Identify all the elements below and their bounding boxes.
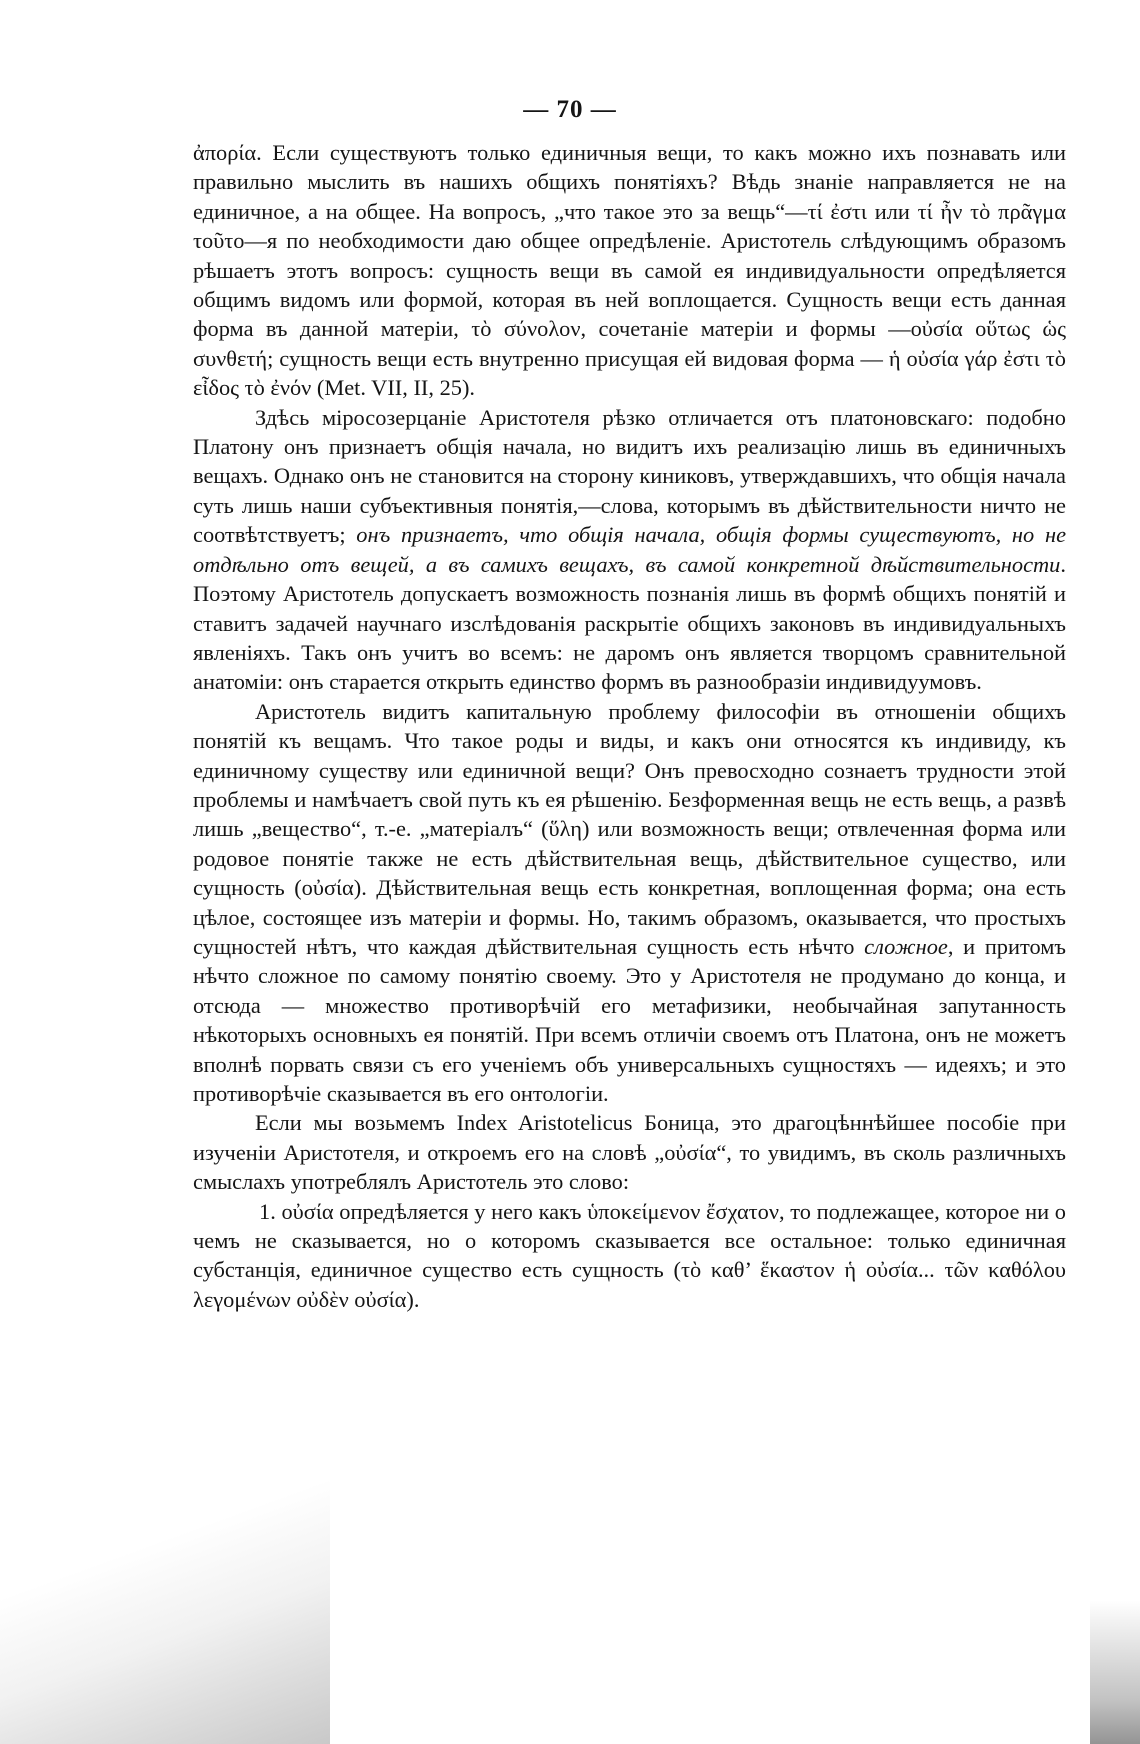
scan-shadow [0,1455,330,1744]
italic-emphasis: онъ признаетъ, что общія начала, общія формы существуютъ, но не отдѣльно отъ вещей, а въ самихъ вещахъ, въ самой конкретной дѣйствительности [193,522,1067,577]
paragraph-2: Здѣсь міросозерцаніе Аристотеля рѣзко отличается отъ платоновскаго: подобно Платону онъ признаетъ общія начала, но видитъ ихъ реализацію лишь въ единичныхъ вещахъ. Однако онъ не становится на сторону киниковъ, утверждавшихъ, что общія начала суть лишь наши субъективныя понятія,—слова, которымъ въ дѣйствительности ничто не соотвѣтствуетъ; онъ признаетъ, что общія начала, общія формы существуютъ, но не отдѣльно отъ вещей, а въ самихъ вещахъ, въ самой конкретной дѣйствительности. Поэтому Аристотель допускаетъ возможность познанія лишь въ формѣ общихъ понятій и ставитъ задачей научнаго изслѣдованія раскрытіе общихъ законовъ въ индивидуальныхъ явленіяхъ. Такъ онъ учитъ во всемъ: не даромъ онъ является творцомъ сравнительной анатоміи: онъ старается открыть единство формъ въ разнообразіи индивидуумовъ. [193,404,1067,695]
book-text [193,138,1066,1314]
paragraph-3: Аристотель видитъ капитальную проблему философіи въ отношеніи общихъ понятій къ вещамъ. Что такое роды и виды, и какъ они относятся къ индивиду, къ единичному существу или единичной вещи? Онъ превосходно сознаетъ трудности этой проблемы и намѣчаетъ свой путь къ ея рѣшенію. Безформенная вещь не есть вещь, а развѣ лишь „вещество“, т.-е. „матеріалъ“ (ὕλη) или возможность вещи; отвлеченная форма или родовое понятіе также не есть дѣйствительная вещь, дѣйствительное существо, или сущность (οὐσία). Дѣйствительная вещь есть конкретная, воплощенная форма; она есть цѣлое, состоящее изъ матеріи и формы. Но, такимъ образомъ, оказывается, что простыхъ сущностей нѣтъ, что каждая дѣйствительная сущность есть нѣчто сложное, и притомъ нѣчто сложное по самому понятію своему. Это у Аристотеля не продумано до конца, и отсюда — множество противорѣчій его метафизики, необычайная запутанность нѣкоторыхъ основныхъ ея понятій. При всемъ отличіи своемъ отъ Платона, онъ не можетъ вполнѣ порвать связи съ его ученіемъ объ универсальныхъ сущностяхъ — идеяхъ; и это противорѣчіе сказывается въ его онтологіи. [193,698,1066,1106]
italic-emphasis: сложное [864,933,948,959]
paragraph-1: ἀπορία. Если существуютъ только единичныя вещи, то какъ можно ихъ познавать или правильно мыслить въ нашихъ общихъ понятіяхъ? Вѣдь знаніе направляется не на единичное, а на общее. На вопросъ, „что такое это за вещь“—τί ἐστι или τί ἦν τὸ πρᾶγμα τοῦτο—я по необходимости даю общее опредѣленіе. Аристотель слѣдующимъ образомъ рѣшаетъ этотъ вопросъ: сущность вещи въ самой ея индивидуальности опредѣляется общимъ видомъ или формой, которая въ ней воплощается. Сущность вещи есть данная форма въ данной матеріи, τὸ σύνολον, сочетаніе матеріи и формы —οὐσία οὕτως ὡς συνθετή; сущность вещи есть внутренно присущая ей видовая форма — ἡ οὐσία γάρ ἐστι τὸ εἶδος τὸ ἐνόν (Met. VII, II, 25). [193,140,1066,401]
paragraph-5-list-item: 1. οὐσία опредѣляется у него какъ ὑποκείμενον ἔσχατον, то подлежащее, которое ни о чемъ не сказывается, но о которомъ сказывается все остальное: только единичная субстанція, единичное существо есть сущность (τὸ καθ’ ἕκαστον ἡ οὐσία... τῶν καθόλου λεγομένων οὐδὲν οὐσία). [193,1198,1066,1312]
scan-edge [1090,1600,1140,1744]
paragraph-4: Если мы возьмемъ Index Aristotelicus Боница, это драгоцѣннѣйшее пособіе при изученіи Аристотеля, и откроемъ его на словѣ „οὐσία“, то увидимъ, въ сколь различныхъ смыслахъ употреблялъ Аристотель это слово: [193,1110,1066,1195]
page-number: — 70 — [523,96,617,123]
